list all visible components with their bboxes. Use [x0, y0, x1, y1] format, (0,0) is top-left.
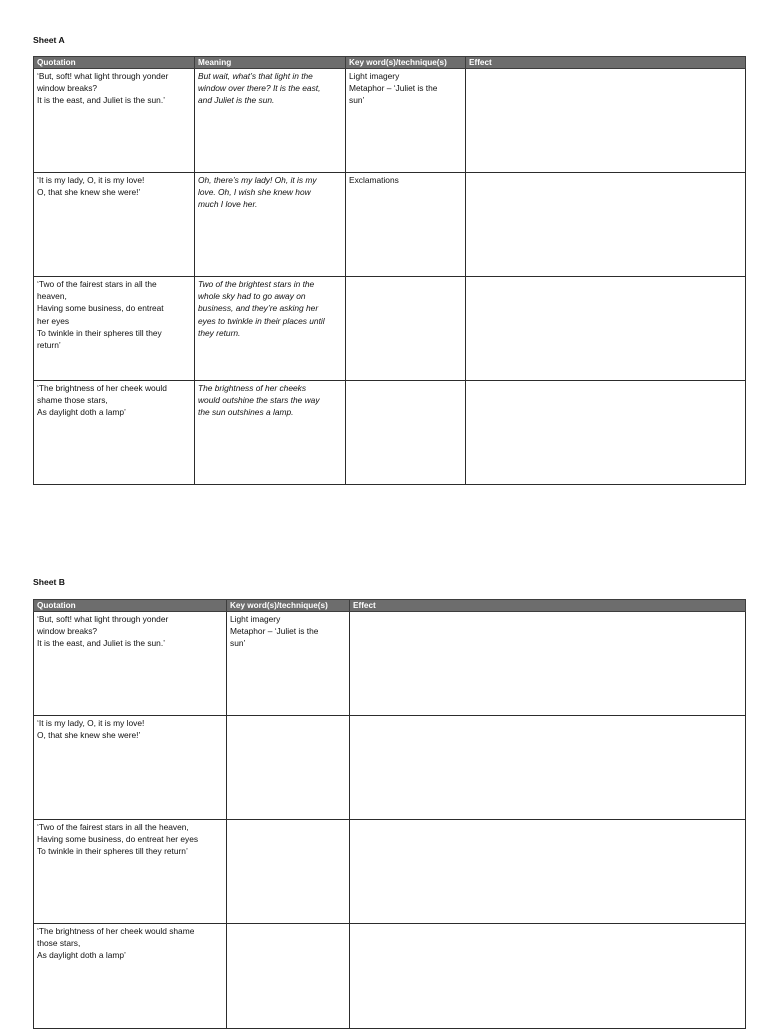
quotation-line: It is the east, and Juliet is the sun.’: [37, 95, 166, 106]
technique-cell[interactable]: [227, 820, 350, 924]
technique-line: Metaphor – ‘Juliet is the: [230, 626, 319, 637]
quotation-line: return’: [37, 340, 61, 351]
quotation-line: O, that she knew she were!’: [37, 187, 141, 198]
meaning-line: Two of the brightest stars in the: [198, 279, 315, 289]
quotation-line: shame those stars,: [37, 395, 108, 406]
sheet-b-table: [33, 599, 746, 1029]
table-row: [34, 820, 746, 924]
header-quotation: Quotation: [34, 57, 195, 69]
quotation-line: those stars,: [37, 938, 81, 949]
technique-cell[interactable]: [346, 381, 466, 485]
quotation-line: window breaks?: [37, 626, 98, 637]
quotation-cell: [34, 716, 227, 820]
quotation-line: ‘The brightness of her cheek would shame: [37, 926, 195, 936]
technique-line: sun’: [230, 638, 246, 649]
technique-cell[interactable]: [227, 924, 350, 1029]
sheet-b-header-row: [34, 600, 746, 612]
quotation-cell: [34, 381, 195, 485]
technique-cell[interactable]: [346, 277, 466, 381]
effect-cell[interactable]: [466, 173, 746, 277]
header-technique: Key word(s)/technique(s): [227, 600, 350, 612]
header-technique: Key word(s)/technique(s): [346, 57, 466, 69]
sheet-a-title: Sheet A: [33, 35, 65, 45]
table-row: [34, 924, 746, 1029]
table-row: [34, 173, 746, 277]
meaning-cell: [195, 277, 346, 381]
quotation-cell: [34, 173, 195, 277]
quotation-line: To twinkle in their spheres till they: [37, 327, 162, 338]
table-row: [34, 381, 746, 485]
sheet-a-header-row: [34, 57, 746, 69]
header-quotation: Quotation: [34, 600, 227, 612]
quotation-line: Having some business, do entreat her eyes: [37, 834, 199, 845]
technique-line: sun’: [349, 95, 365, 106]
quotation-line: ‘But, soft! what light through yonder: [37, 71, 169, 81]
technique-cell[interactable]: [346, 173, 466, 277]
quotation-line: ‘It is my lady, O, it is my love!: [37, 718, 145, 728]
quotation-line: heaven,: [37, 291, 67, 302]
quotation-line: To twinkle in their spheres till they return’: [37, 846, 188, 857]
table-row: [34, 716, 746, 820]
meaning-cell: [195, 381, 346, 485]
header-meaning: Meaning: [195, 57, 346, 69]
meaning-line: the sun outshines a lamp.: [198, 407, 294, 418]
quotation-line: her eyes: [37, 315, 70, 326]
meaning-line: business, and they’re asking her: [198, 303, 319, 314]
header-effect: Effect: [466, 57, 746, 69]
technique-line: Metaphor – ‘Juliet is the: [349, 83, 438, 94]
technique-cell[interactable]: [346, 69, 466, 173]
meaning-line: window over there? It is the east,: [198, 83, 321, 94]
quotation-line: It is the east, and Juliet is the sun.’: [37, 638, 166, 649]
effect-cell[interactable]: [466, 381, 746, 485]
meaning-line: eyes to twinkle in their places until: [198, 315, 325, 326]
effect-cell[interactable]: [466, 277, 746, 381]
quotation-line: ‘Two of the fairest stars in all the: [37, 279, 157, 289]
quotation-cell: [34, 820, 227, 924]
quotation-cell: [34, 69, 195, 173]
quotation-line: As daylight doth a lamp’: [37, 950, 126, 961]
quotation-cell: [34, 924, 227, 1029]
quotation-line: O, that she knew she were!’: [37, 730, 141, 741]
effect-cell[interactable]: [350, 924, 746, 1029]
quotation-line: ‘It is my lady, O, it is my love!: [37, 175, 145, 185]
effect-cell[interactable]: [350, 820, 746, 924]
meaning-line: Oh, there’s my lady! Oh, it is my: [198, 175, 317, 185]
meaning-line: love. Oh, I wish she knew how: [198, 187, 311, 198]
effect-cell[interactable]: [350, 612, 746, 716]
meaning-cell: [195, 69, 346, 173]
meaning-line: whole sky had to go away on: [198, 291, 306, 302]
header-effect: Effect: [350, 600, 746, 612]
technique-cell[interactable]: [227, 612, 350, 716]
meaning-line: they return.: [198, 327, 241, 338]
sheet-b-title: Sheet B: [33, 577, 65, 587]
meaning-line: would outshine the stars the way: [198, 395, 320, 406]
technique-line: Exclamations: [349, 175, 399, 185]
quotation-line: ‘Two of the fairest stars in all the heaven,: [37, 822, 189, 832]
meaning-line: But wait, what’s that light in the: [198, 71, 313, 81]
technique-line: Light imagery: [230, 614, 281, 624]
meaning-line: and Juliet is the sun.: [198, 95, 275, 106]
table-row: [34, 69, 746, 173]
technique-line: Light imagery: [349, 71, 400, 81]
quotation-cell: [34, 277, 195, 381]
technique-cell[interactable]: [227, 716, 350, 820]
quotation-line: ‘But, soft! what light through yonder: [37, 614, 169, 624]
quotation-line: window breaks?: [37, 83, 98, 94]
effect-cell[interactable]: [466, 69, 746, 173]
quotation-cell: [34, 612, 227, 716]
sheet-a-table: [33, 56, 746, 485]
quotation-line: Having some business, do entreat: [37, 303, 164, 314]
table-row: [34, 612, 746, 716]
quotation-line: As daylight doth a lamp’: [37, 407, 126, 418]
table-row: [34, 277, 746, 381]
quotation-line: ‘The brightness of her cheek would: [37, 383, 167, 393]
meaning-cell: [195, 173, 346, 277]
effect-cell[interactable]: [350, 716, 746, 820]
meaning-line: much I love her.: [198, 199, 258, 210]
meaning-line: The brightness of her cheeks: [198, 383, 307, 393]
